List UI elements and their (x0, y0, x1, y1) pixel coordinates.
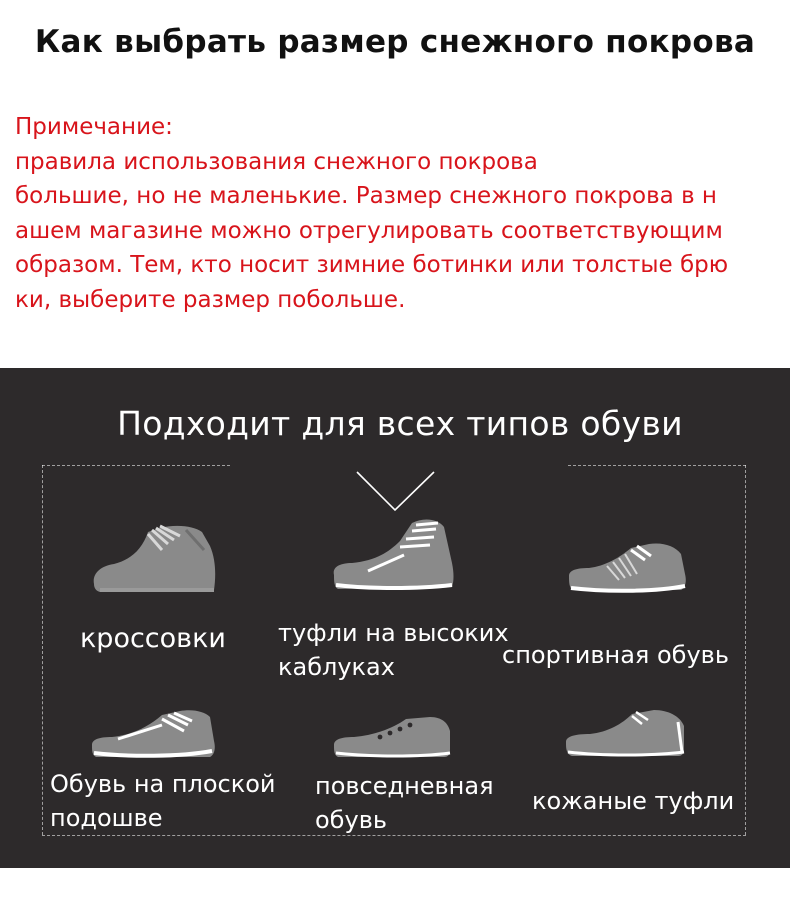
label-line: туфли на высоких (278, 619, 509, 647)
note-line: правила использования снежного покрова (15, 148, 538, 175)
note-line: Примечание: (15, 114, 173, 140)
label-line: обувь (315, 806, 387, 834)
label-line: спортивная обувь (502, 641, 729, 669)
shoe-label-high-heels (278, 616, 509, 684)
label-line: кроссовки (80, 623, 226, 654)
shoe-label-sneakers (80, 622, 226, 656)
label-line: Обувь на плоской (50, 770, 276, 798)
page-title: Как выбрать размер снежного покрова (34, 24, 756, 60)
chevron-down-icon (355, 470, 437, 514)
note-block (15, 110, 790, 317)
note-line: большие, но не маленькие. Размер снежного покрова в н (15, 183, 717, 209)
running-shoe-icon (565, 540, 690, 600)
shoe-label-flat (50, 767, 276, 835)
shoe-label-sport (502, 638, 729, 672)
frame-top-left (42, 465, 230, 466)
shoe-label-casual (315, 769, 494, 837)
flat-sneaker-icon (88, 705, 218, 765)
high-top-sneaker-icon (328, 515, 458, 600)
frame-right (745, 465, 746, 835)
label-line: подошве (50, 804, 163, 832)
shoe-label-leather (532, 784, 734, 818)
note-line: ки, выберите размер побольше. (15, 286, 406, 313)
label-line: кожаные туфли (532, 787, 735, 815)
note-line: ашем магазине можно отрегулировать соответствующим (15, 217, 723, 244)
hiking-boot-icon (90, 520, 220, 600)
label-line: каблуках (278, 653, 395, 681)
frame-top-right (568, 465, 746, 466)
leather-shoe-icon (562, 708, 690, 763)
note-line: образом. Тем, кто носит зимние ботинки или толстые брю (15, 252, 729, 278)
casual-shoe-icon (330, 715, 455, 765)
frame-left (42, 465, 43, 835)
bottom-spacer (0, 868, 790, 897)
label-line: повседневная (315, 772, 494, 800)
section-title: Подходит для всех типов обуви (117, 404, 683, 443)
